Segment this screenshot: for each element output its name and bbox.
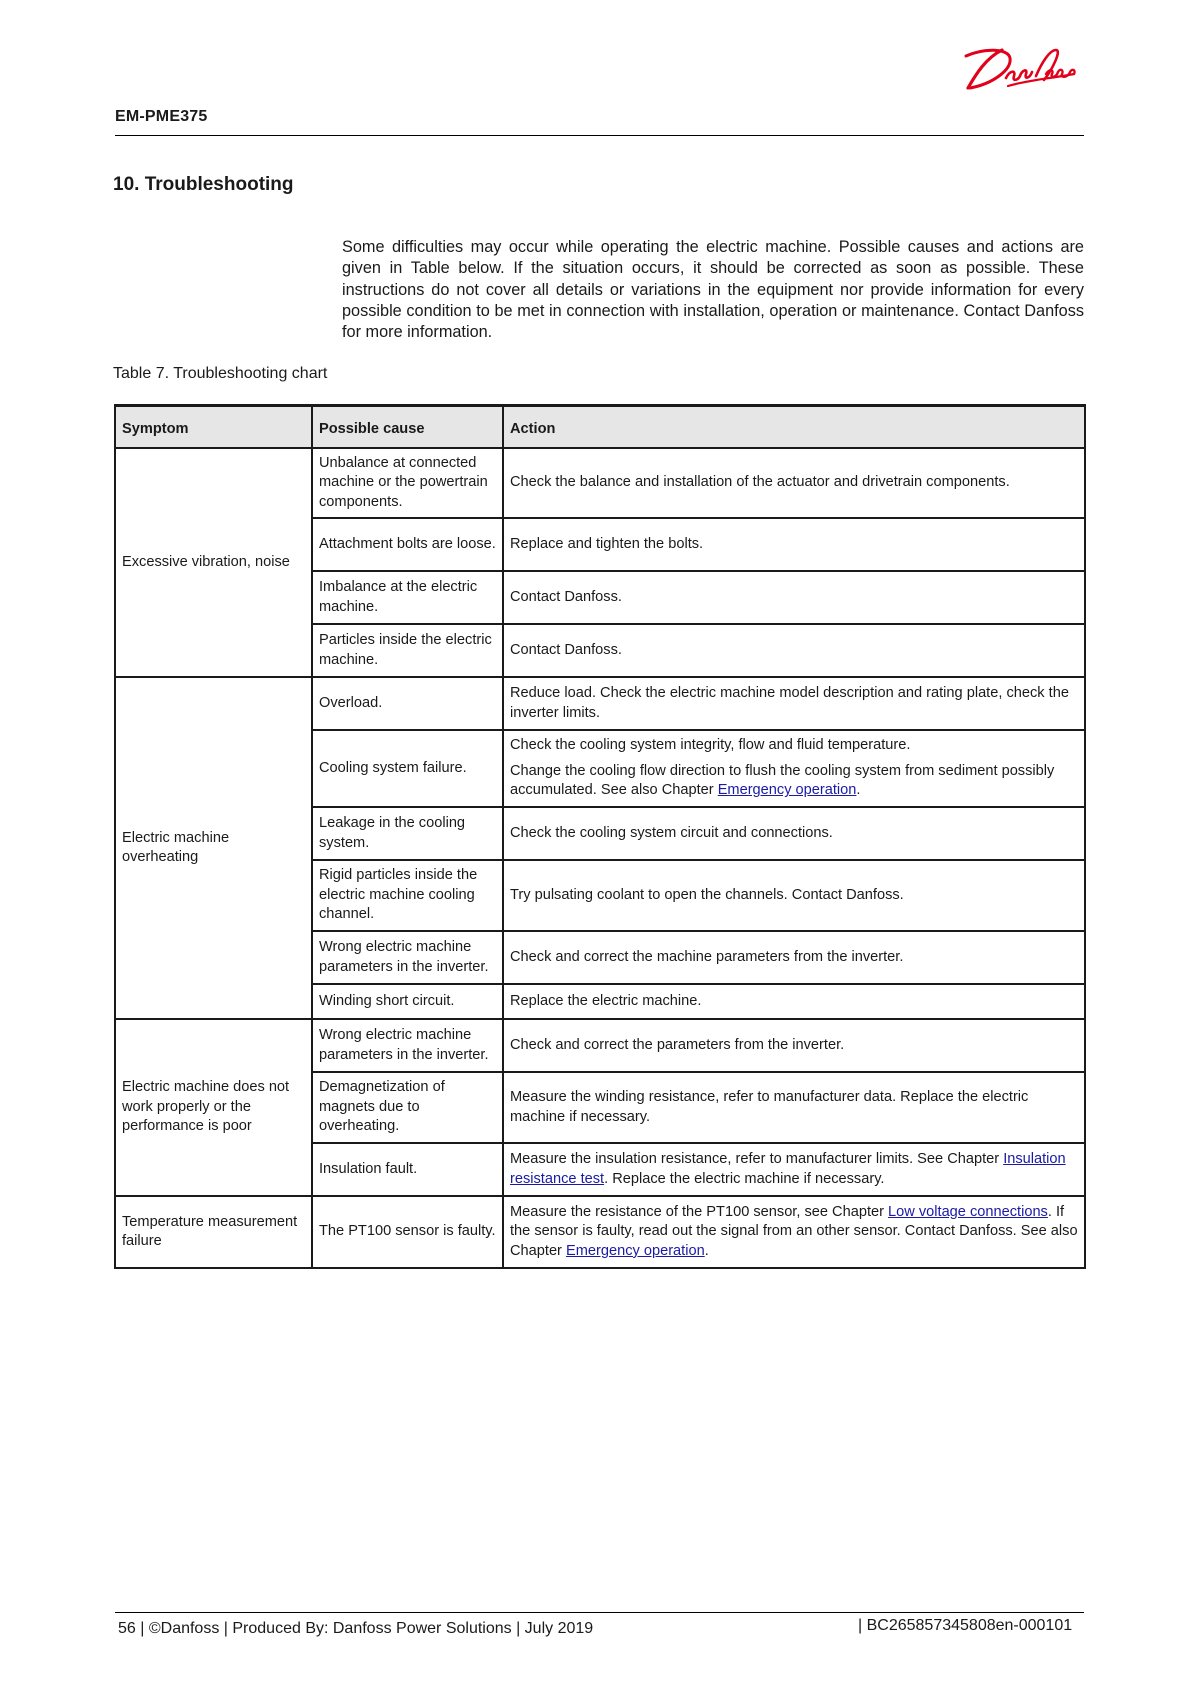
symptom-cell: Electric machine overheating — [115, 677, 312, 1019]
action-cell — [503, 1196, 1085, 1268]
cause-cell: Overload. — [312, 677, 503, 730]
action-text-segment: Reduce load. Check the electric machine model description and rating plate, check the inverter limits. — [510, 685, 1069, 721]
cause-cell: Unbalance at connected machine or the powertrain components. — [312, 448, 503, 518]
action-cell — [503, 624, 1085, 677]
symptom-cell: Temperature measurement failure — [115, 1196, 312, 1268]
header-divider — [115, 135, 1084, 136]
action-text-segment: Contact Danfoss. — [510, 588, 622, 605]
footer-credits: 56 | ©Danfoss | Produced By: Danfoss Power Solutions | July 2019 — [118, 1620, 594, 1637]
action-cell — [503, 448, 1085, 518]
header-action: Action — [503, 406, 1085, 449]
action-text — [510, 948, 1078, 968]
document-code: EM-PME375 — [115, 108, 208, 125]
action-text — [510, 684, 1078, 723]
action-cell — [503, 518, 1085, 571]
action-text — [510, 588, 1078, 608]
action-cell — [503, 860, 1085, 931]
cause-cell: Wrong electric machine parameters in the inverter. — [312, 931, 503, 984]
action-text — [510, 992, 1078, 1012]
action-text — [510, 1203, 1078, 1262]
cause-cell: Demagnetization of magnets due to overheating. — [312, 1072, 503, 1143]
table-row — [115, 1196, 1085, 1268]
action-text-segment: Check and correct the parameters from the inverter. — [510, 1036, 845, 1053]
footer-doc-number: | BC265857345808en-000101 — [858, 1617, 1073, 1634]
cause-cell: Insulation fault. — [312, 1143, 503, 1196]
action-text-segment: . — [704, 1242, 709, 1259]
action-text — [510, 473, 1078, 493]
action-cell — [503, 931, 1085, 984]
header-possible-cause: Possible cause — [312, 406, 503, 449]
cause-cell: Particles inside the electric machine. — [312, 624, 503, 677]
action-cell — [503, 1072, 1085, 1143]
action-text-segment: . — [856, 782, 861, 799]
action-text-segment: Try pulsating coolant to open the channels. Contact Danfoss. — [510, 886, 904, 903]
action-text-segment: Check the balance and installation of the actuator and drivetrain components. — [510, 474, 1010, 491]
chapter-link[interactable]: Emergency operation — [565, 1242, 705, 1259]
table-row — [115, 448, 1085, 518]
action-text-segment: Change the cooling flow direction to flush the cooling system from sediment possibly accumulated. See also Chapter — [510, 762, 1055, 799]
symptom-cell: Excessive vibration, noise — [115, 448, 312, 677]
action-text — [510, 1088, 1078, 1127]
action-cell — [503, 677, 1085, 730]
chapter-link[interactable]: Insulation resistance test — [510, 1151, 1066, 1187]
cause-cell: Winding short circuit. — [312, 984, 503, 1019]
cause-cell: Wrong electric machine parameters in the inverter. — [312, 1019, 503, 1072]
action-text — [510, 535, 1078, 555]
table-row — [115, 677, 1085, 730]
troubleshooting-table — [114, 404, 1086, 1269]
cause-cell: Rigid particles inside the electric machine cooling channel. — [312, 860, 503, 931]
table-row — [115, 1019, 1085, 1072]
cause-cell: Attachment bolts are loose. — [312, 518, 503, 571]
action-cell — [503, 807, 1085, 860]
action-text-segment: Check and correct the machine parameters from the inverter. — [510, 948, 904, 965]
action-cell — [503, 730, 1085, 807]
action-text-segment: . Replace the electric machine if necessary. — [604, 1170, 885, 1187]
action-text-segment: Measure the winding resistance, refer to manufacturer data. Replace the electric machine if necessary. — [510, 1089, 1029, 1125]
table-header-row — [115, 406, 1085, 449]
section-title: 10. Troubleshooting — [113, 174, 294, 195]
action-cell — [503, 1019, 1085, 1072]
action-text-segment: Measure the insulation resistance, refer to manufacturer limits. See Chapter — [510, 1151, 1004, 1167]
action-text — [510, 736, 1078, 756]
action-text — [510, 1150, 1078, 1189]
cause-cell: Cooling system failure. — [312, 730, 503, 807]
action-text-segment: . If the sensor is faulty, read out the signal from an other sensor. Contact Danfoss. See also Chapter — [510, 1203, 1078, 1259]
cause-cell: Imbalance at the electric machine. — [312, 571, 503, 624]
action-text-segment: Contact Danfoss. — [510, 641, 622, 658]
action-text-segment: Replace the electric machine. — [510, 992, 702, 1009]
action-text-segment: Replace and tighten the bolts. — [510, 535, 704, 552]
action-cell — [503, 571, 1085, 624]
action-text — [510, 762, 1078, 801]
table-body — [115, 448, 1085, 1268]
action-text — [510, 1036, 1078, 1056]
header-symptom: Symptom — [115, 406, 312, 449]
chapter-link[interactable]: Emergency operation — [717, 782, 857, 799]
cause-cell: Leakage in the cooling system. — [312, 807, 503, 860]
table-caption: Table 7. Troubleshooting chart — [113, 365, 328, 382]
action-text-segment: Check the cooling system integrity, flow and fluid temperature. — [510, 737, 911, 754]
action-text — [510, 824, 1078, 844]
intro-paragraph: Some difficulties may occur while operating the electric machine. Possible causes and actions are given in Table below. If the situation occurs, it should be corrected as soon as possible. These instructions do not cover all details or variations in the equipment nor provide information for every possible condition to be met in connection with installation, operation or maintenance. Contact Danfoss for more information. — [342, 238, 1084, 342]
action-text-segment: Check the cooling system circuit and connections. — [510, 824, 833, 841]
symptom-cell: Electric machine does not work properly or the performance is poor — [115, 1019, 312, 1196]
danfoss-logo — [962, 44, 1078, 96]
action-cell — [503, 984, 1085, 1019]
action-text — [510, 886, 1078, 906]
action-text-segment: Measure the resistance of the PT100 sensor, see Chapter — [510, 1203, 889, 1220]
chapter-link[interactable]: Low voltage connections — [888, 1203, 1048, 1220]
action-cell — [503, 1143, 1085, 1196]
action-text — [510, 641, 1078, 661]
footer-divider — [115, 1612, 1084, 1613]
cause-cell: The PT100 sensor is faulty. — [312, 1196, 503, 1268]
